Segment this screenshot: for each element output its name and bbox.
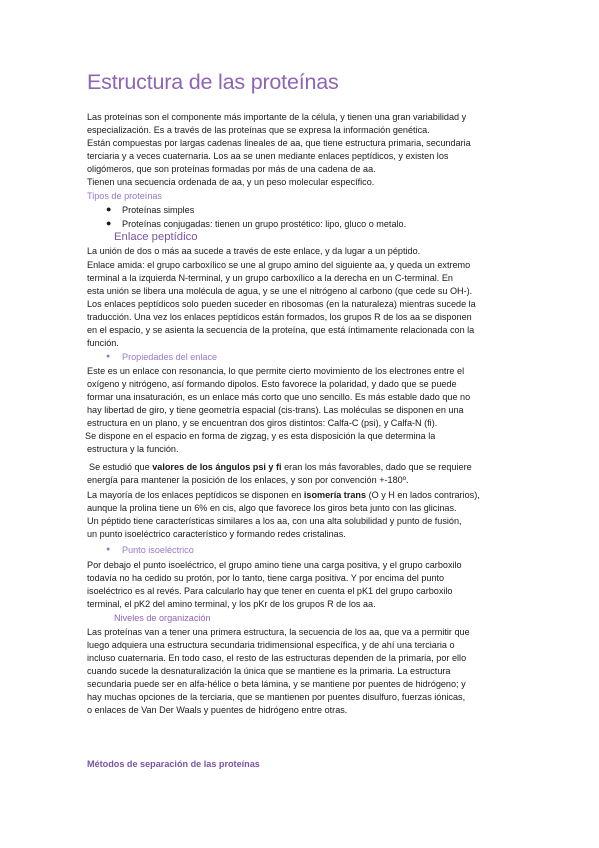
paragraph-line: Se estudió que valores de los ángulos psi y fi eran los más favorables, dado que se requiere xyxy=(89,462,472,472)
paragraph-line: Las proteínas van a tener una primera estructura, la secuencia de los aa, que va a permitir que xyxy=(87,627,470,637)
paragraph-line: terciaria y a veces cuaternaria. Los aa se unen mediante enlaces peptídicos, y existen los xyxy=(87,151,449,161)
paragraph-line: estructura en un plano, y se encuentran dos giros distintos: Calfa-C (psi), y Calfa-N (fi). xyxy=(87,418,438,428)
bullet-icon: ● xyxy=(106,546,111,553)
bullet-icon: ● xyxy=(106,353,111,360)
paragraph-line: Se dispone en el espacio en forma de zigzag, y es esta disposición la que determina la xyxy=(85,431,436,441)
bullet-icon: ● xyxy=(106,204,112,214)
paragraph-line: Los enlaces peptídicos solo pueden suceder en ribosomas (en la naturaleza) mientras sucede la xyxy=(87,299,476,309)
subheading-propiedades: Propiedades del enlace xyxy=(122,352,218,362)
paragraph-line: cuando sucede la desnaturalización la única que se mantiene es la primaria. La estructura xyxy=(87,666,451,676)
subheading-niveles: Niveles de organización xyxy=(114,613,211,623)
paragraph-line: terminal, el pK2 del amino terminal, y los pKr de los grupos R de los aa. xyxy=(87,599,376,609)
paragraph-line: Por debajo el punto isoeléctrico, el grupo amino tiene una carga positiva, y el grupo carboxilo xyxy=(87,560,462,570)
section-heading-enlace: Enlace peptídico xyxy=(114,231,198,243)
subheading-tipos: Tipos de proteínas xyxy=(87,191,162,201)
paragraph-line: Un péptido tiene características similares a los aa, con una alta solubilidad y punto de fusión, xyxy=(87,516,462,526)
paragraph-line: oligómeros, que son proteínas formadas por más de una cadena de aa. xyxy=(87,164,376,174)
paragraph-line: especialización. Es a través de las proteínas que se expresa la información genética. xyxy=(87,125,430,135)
paragraph-line: hay muchas opciones de la terciaria, que se mantienen por puentes disulfuro, fuerzas iónicas, xyxy=(87,692,466,702)
paragraph-line: isoeléctrico es al revés. Para calcularlo hay que tener en cuenta el pK1 del grupo carboxilo xyxy=(87,586,453,596)
paragraph-line: un punto isoeléctrico característico y formando redes cristalinas. xyxy=(87,529,346,539)
bullet-icon: ● xyxy=(106,218,112,228)
paragraph-line: secundaria puede ser en alfa-hélice o beta lámina, y se mantiene por puentes de hidrógeno; y xyxy=(87,679,466,689)
bold-text: valores de los ángulos psi y fi xyxy=(152,462,282,472)
paragraph-line: Este es un enlace con resonancia, lo que permite cierto movimiento de los electrones entre el xyxy=(87,366,465,376)
paragraph-line: esta unión se libera una molécula de agua, y se une el nitrógeno al carbono (que cede su OH-). xyxy=(87,286,473,296)
bold-text: isomería trans xyxy=(303,490,367,500)
page-title: Estructura de las proteínas xyxy=(87,70,339,94)
paragraph-line: La unión de dos o más aa sucede a través de este enlace, y da lugar a un péptido. xyxy=(87,246,421,256)
paragraph-line: incluso cuaternaria. En todo caso, el resto de las estructuras dependen de la primaria, por ello xyxy=(87,653,467,663)
paragraph-line: Están compuestas por largas cadenas lineales de aa, que tiene estructura primaria, secundaria xyxy=(87,138,471,148)
paragraph-line: Enlace amida: el grupo carboxílico se une al grupo amino del siguiente aa, y queda un extremo xyxy=(87,260,471,270)
paragraph-line: energía para mantener la posición de los enlaces, y son por convención +-180º. xyxy=(87,475,409,485)
subheading-punto-isoelectrico: Punto isoeléctrico xyxy=(122,545,194,555)
paragraph-line: o enlaces de Van Der Waals y puentes de hidrógeno entre otras. xyxy=(87,705,348,715)
paragraph-line: oxígeno y nitrógeno, así formando dipolos. Esto favorece la polaridad, y dado que se puede xyxy=(87,379,457,389)
section-heading-metodos: Métodos de separación de las proteínas xyxy=(87,759,260,769)
paragraph-line: en el espacio, y se asienta la secuencia de la proteína, que está íntimamente relacionada con la xyxy=(87,325,475,335)
paragraph-line: Tienen una secuencia ordenada de aa, y un peso molecular específico. xyxy=(87,177,375,187)
paragraph-line: todavía no ha cedido su protón, por lo tanto, tiene carga positiva. Y por encima del punto xyxy=(87,573,445,583)
list-item: Proteínas simples xyxy=(122,205,195,215)
paragraph-line: hay libertad de giro, y tiene geometría espacial (cis-trans). Las moléculas se disponen en una xyxy=(87,405,464,415)
paragraph-line: función. xyxy=(87,338,119,348)
paragraph-line: traducción. Una vez los enlaces peptídicos están formados, los grupos R de los aa se disponen xyxy=(87,312,472,322)
paragraph-line: terminal a la izquierda N-terminal, y un grupo carboxílico a la derecha en un C-terminal. En xyxy=(87,273,453,283)
paragraph-line: La mayoría de los enlaces peptídicos se disponen en isomería trans (O y H en lados contrarios), xyxy=(87,490,480,500)
paragraph-line: estructura y la función. xyxy=(87,444,179,454)
paragraph-line: aunque la prolina tiene un 6% en cis, algo que favorece los giros beta junto con las glicinas. xyxy=(87,503,457,513)
paragraph-line: Las proteínas son el componente más importante de la célula, y tienen una gran variabilidad y xyxy=(87,112,467,122)
paragraph-line: formar una insaturación, es un enlace más corto que uno sencillo. Es más estable dado que no xyxy=(87,392,471,402)
paragraph-line: luego adquiera una estructura secundaria tridimensional específica, y de ahí una terciaria o xyxy=(87,640,455,650)
list-item: Proteínas conjugadas: tienen un grupo prostético: lipo, gluco o metalo. xyxy=(122,219,407,229)
